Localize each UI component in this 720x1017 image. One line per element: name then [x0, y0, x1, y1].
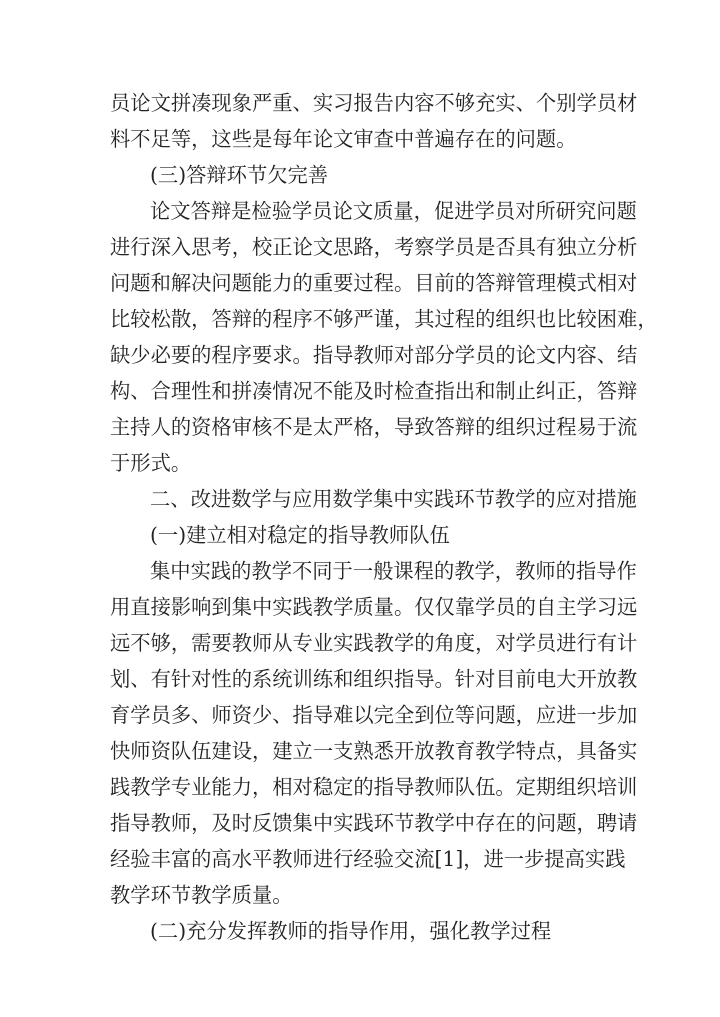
paragraph-line: 进行深入思考，校正论文思路，考察学员是否具有独立分析 [110, 235, 638, 259]
part-heading: 二、改进数学与应用数学集中实践环节教学的应对措施 [150, 487, 637, 511]
paragraph-line: 育学员多、师资少、指导难以完全到位等问题，应进一步加 [110, 703, 638, 727]
paragraph-line: 践教学专业能力，相对稳定的指导教师队伍。定期组织培训 [110, 775, 638, 799]
paragraph-line: 指导教师，及时反馈集中实践环节教学中存在的问题，聘请 [110, 811, 638, 835]
paragraph-line: 料不足等，这些是每年论文审查中普遍存在的问题。 [110, 127, 577, 151]
paragraph-line: 于形式。 [110, 451, 192, 475]
paragraph-line: 教学环节教学质量。 [110, 883, 293, 907]
paragraph-line: 问题和解决问题能力的重要过程。目前的答辩管理模式相对 [110, 271, 638, 295]
paragraph-line: 缺少必要的程序要求。指导教师对部分学员的论文内容、结 [110, 343, 638, 367]
paragraph-line: 比较松散，答辩的程序不够严谨，其过程的组织也比较困难， [110, 307, 658, 331]
paragraph-line: 论文答辩是检验学员论文质量，促进学员对所研究问题 [150, 199, 637, 223]
subsection-heading: (一)建立相对稳定的指导教师队伍 [150, 523, 450, 547]
paragraph-line: 经验丰富的高水平教师进行经验交流[1]，进一步提高实践 [110, 847, 626, 871]
paragraph-line: 划、有针对性的系统训练和组织指导。针对目前电大开放教 [110, 667, 638, 691]
paragraph-line: 远不够，需要教师从专业实践教学的角度，对学员进行有计 [110, 631, 638, 655]
subsection-heading: (二)充分发挥教师的指导作用，强化教学过程 [150, 919, 552, 943]
paragraph-line: 用直接影响到集中实践教学质量。仅仅靠学员的自主学习远 [110, 595, 638, 619]
paragraph-line: 员论文拼凑现象严重、实习报告内容不够充实、个别学员材 [110, 91, 638, 115]
paragraph-line: 主持人的资格审核不是太严格，导致答辩的组织过程易于流 [110, 415, 638, 439]
paragraph-line: 构、合理性和拼凑情况不能及时检查指出和制止纠正，答辩 [110, 379, 638, 403]
paragraph-line: 集中实践的教学不同于一般课程的教学，教师的指导作 [150, 559, 637, 583]
paragraph-line: 快师资队伍建设，建立一支熟悉开放教育教学特点，具备实 [110, 739, 638, 763]
section-heading: (三)答辩环节欠完善 [150, 163, 329, 187]
